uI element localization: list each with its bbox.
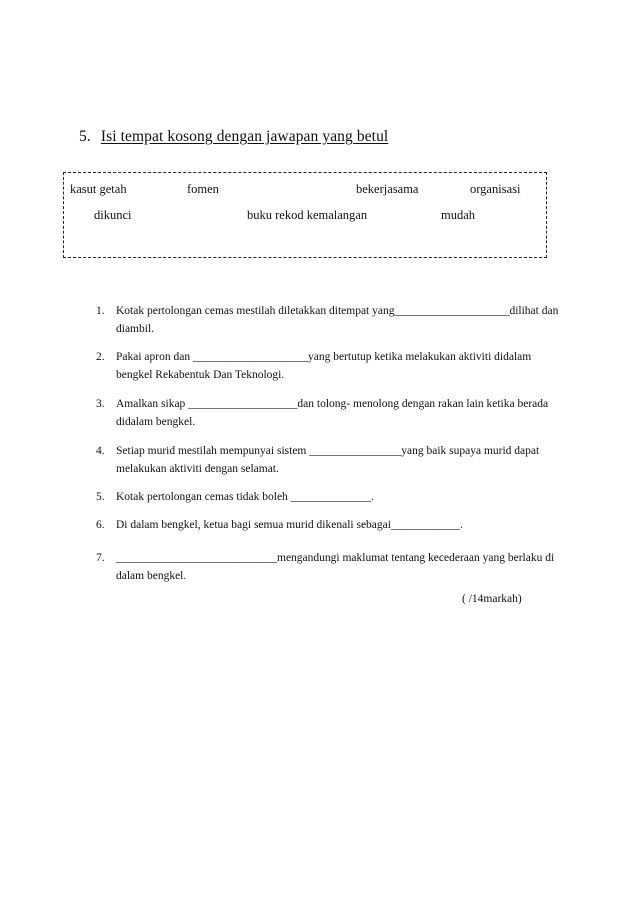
question-item xyxy=(96,302,566,338)
question-number: 3. xyxy=(96,398,105,410)
word-bank-item: buku rekod kemalangan xyxy=(247,208,368,222)
word-bank-item: mudah xyxy=(441,208,476,222)
question-item xyxy=(96,442,566,478)
word-bank-box xyxy=(63,172,547,258)
marks-label: ( /14markah) xyxy=(462,593,522,605)
word-bank-item: dikunci xyxy=(94,208,132,222)
question-item xyxy=(96,348,566,384)
section-number: 5. xyxy=(79,128,91,145)
question-item xyxy=(96,516,566,534)
question-number: 5. xyxy=(96,491,105,503)
question-text: Amalkan sikap ___________________dan tolong- menolong dengan rakan lain ketika berada didalam bengkel. xyxy=(116,398,549,428)
section-title: Isi tempat kosong dengan jawapan yang betul xyxy=(100,128,389,145)
question-text: Setiap murid mestilah mempunyai sistem ________________yang baik supaya murid dapat melakukan aktiviti dengan selamat. xyxy=(116,445,540,475)
question-number: 4. xyxy=(96,445,105,457)
question-number: 7. xyxy=(96,552,105,564)
word-bank-item: bekerjasama xyxy=(356,182,419,196)
question-text: ____________________________mengandungi maklumat tentang kecederaan yang berlaku di dalam bengkel. xyxy=(116,552,555,582)
question-text: Kotak pertolongan cemas tidak boleh ______________. xyxy=(116,491,375,503)
word-bank-item: fomen xyxy=(187,182,219,196)
word-bank-item: kasut getah xyxy=(70,182,127,196)
question-text: Pakai apron dan ____________________yang bertutup ketika melakukan aktiviti didalam bengkel Rekabentuk Dan Teknologi. xyxy=(116,351,532,381)
question-item xyxy=(96,395,566,431)
question-item xyxy=(96,488,566,506)
question-number: 6. xyxy=(96,519,105,531)
question-text: Di dalam bengkel, ketua bagi semua murid dikenali sebagai____________. xyxy=(116,519,463,531)
question-number: 1. xyxy=(96,305,105,317)
question-text: Kotak pertolongan cemas mestilah diletakkan ditempat yang____________________dilihat dan diambil. xyxy=(116,305,559,335)
question-item xyxy=(96,549,566,585)
section-heading xyxy=(79,128,388,146)
word-bank-item: organisasi xyxy=(470,182,521,196)
question-number: 2. xyxy=(96,351,105,363)
